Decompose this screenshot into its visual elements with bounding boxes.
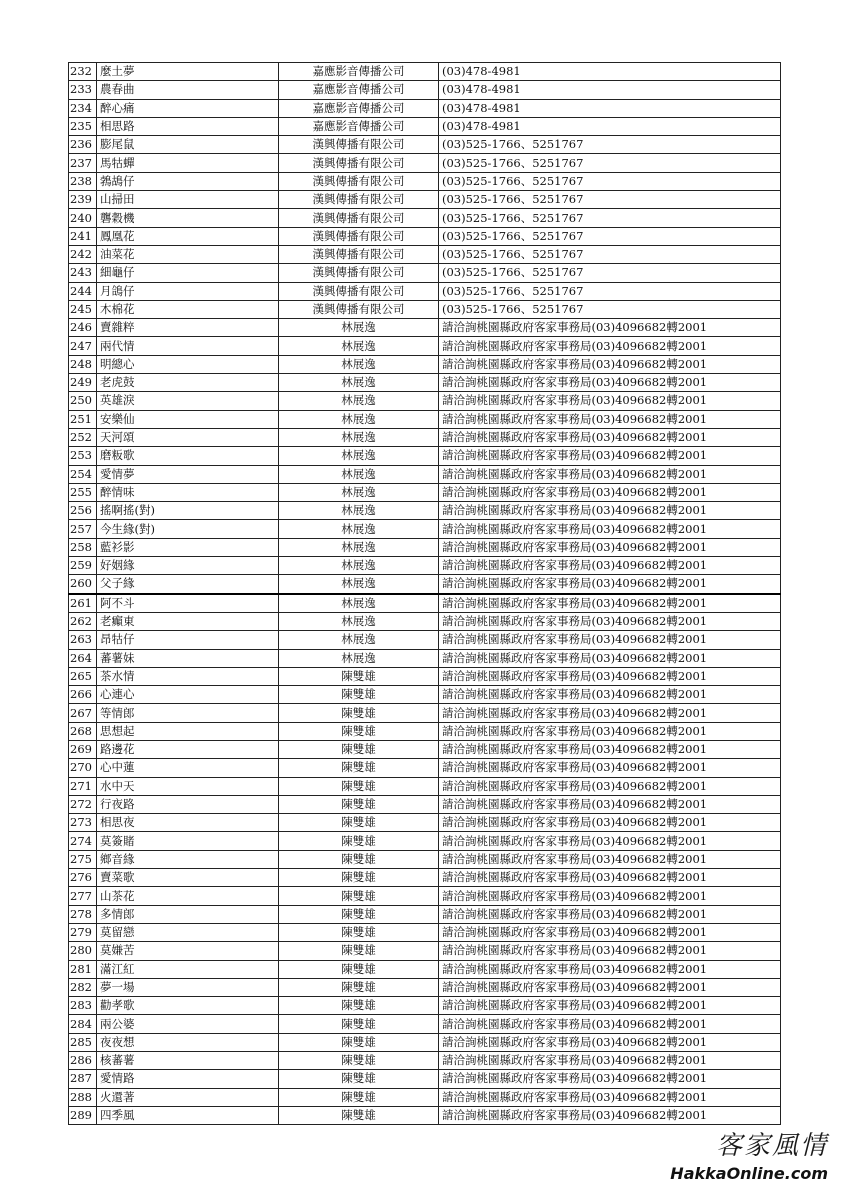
contact-info: 請洽詢桃園縣政府客家事務局(03)4096682轉2001 [439,594,781,613]
row-number: 256 [69,502,97,520]
contact-info: 請洽詢桃園縣政府客家事務局(03)4096682轉2001 [439,960,781,978]
table-row [69,392,781,410]
contact-info: 請洽詢桃園縣政府客家事務局(03)4096682轉2001 [439,1070,781,1088]
contact-info: 請洽詢桃園縣政府客家事務局(03)4096682轉2001 [439,1015,781,1033]
song-rows [69,63,781,1125]
hakka-online-watermark [670,1125,828,1183]
table-row [69,209,781,227]
song-title: 月鴿仔 [97,282,279,300]
song-title: 心連心 [97,686,279,704]
contact-info: 請洽詢桃園縣政府客家事務局(03)4096682轉2001 [439,502,781,520]
row-number: 243 [69,264,97,282]
table-row [69,1070,781,1088]
row-number: 252 [69,428,97,446]
contact-info: (03)525-1766、5251767 [439,172,781,190]
song-title: 膨尾鼠 [97,136,279,154]
song-title: 農春曲 [97,81,279,99]
rights-owner: 陳雙雄 [279,942,439,960]
song-title: 路邊花 [97,740,279,758]
table-row [69,905,781,923]
row-number: 257 [69,520,97,538]
table-row [69,1106,781,1124]
rights-owner: 林展逸 [279,337,439,355]
row-number: 249 [69,374,97,392]
song-title: 木棉花 [97,300,279,318]
contact-info: 請洽詢桃園縣政府客家事務局(03)4096682轉2001 [439,759,781,777]
song-title: 英雄淚 [97,392,279,410]
row-number: 245 [69,300,97,318]
contact-info: (03)478-4981 [439,63,781,81]
rights-owner: 陳雙雄 [279,869,439,887]
row-number: 276 [69,869,97,887]
table-row [69,704,781,722]
song-title: 鄉音緣 [97,850,279,868]
song-title: 滿江紅 [97,960,279,978]
song-registry-table [68,62,781,1125]
row-number: 263 [69,631,97,649]
row-number: 244 [69,282,97,300]
rights-owner: 陳雙雄 [279,740,439,758]
song-title: 鳳凰花 [97,227,279,245]
table-row [69,99,781,117]
watermark-site: HakkaOnline.com [670,1164,828,1183]
rights-owner: 漢興傳播有限公司 [279,154,439,172]
song-title: 今生緣(對) [97,520,279,538]
rights-owner: 陳雙雄 [279,997,439,1015]
table-row [69,649,781,667]
row-number: 282 [69,978,97,996]
table-row [69,594,781,613]
table-row [69,667,781,685]
row-number: 288 [69,1088,97,1106]
rights-owner: 林展逸 [279,410,439,428]
row-number: 261 [69,594,97,613]
contact-info: (03)525-1766、5251767 [439,191,781,209]
row-number: 264 [69,649,97,667]
table-row [69,282,781,300]
rights-owner: 陳雙雄 [279,850,439,868]
table-row [69,997,781,1015]
table-row [69,1052,781,1070]
table-row [69,63,781,81]
rights-owner: 漢興傳播有限公司 [279,209,439,227]
contact-info: 請洽詢桃園縣政府客家事務局(03)4096682轉2001 [439,1052,781,1070]
table-row [69,686,781,704]
contact-info: 請洽詢桃園縣政府客家事務局(03)4096682轉2001 [439,686,781,704]
contact-info: (03)478-4981 [439,117,781,135]
rights-owner: 陳雙雄 [279,722,439,740]
contact-info: (03)525-1766、5251767 [439,154,781,172]
row-number: 260 [69,575,97,594]
row-number: 258 [69,538,97,556]
song-title: 茶水情 [97,667,279,685]
song-title: 細龜仔 [97,264,279,282]
table-row [69,631,781,649]
contact-info: (03)525-1766、5251767 [439,245,781,263]
table-row [69,942,781,960]
table-row [69,428,781,446]
song-title: 核蕃薯 [97,1052,279,1070]
song-title: 愛情路 [97,1070,279,1088]
song-title: 昂牯仔 [97,631,279,649]
row-number: 289 [69,1106,97,1124]
rights-owner: 陳雙雄 [279,1106,439,1124]
song-title: 兩代情 [97,337,279,355]
row-number: 270 [69,759,97,777]
row-number: 286 [69,1052,97,1070]
contact-info: 請洽詢桃園縣政府客家事務局(03)4096682轉2001 [439,777,781,795]
row-number: 268 [69,722,97,740]
table-row [69,795,781,813]
song-title: 麼土夢 [97,63,279,81]
rights-owner: 漢興傳播有限公司 [279,136,439,154]
song-title: 天河頌 [97,428,279,446]
table-row [69,410,781,428]
song-title: 四季風 [97,1106,279,1124]
table-row [69,538,781,556]
table-row [69,374,781,392]
contact-info: (03)525-1766、5251767 [439,136,781,154]
rights-owner: 林展逸 [279,594,439,613]
watermark-calligraphy: 客家風情 [715,1131,828,1161]
row-number: 237 [69,154,97,172]
song-title: 父子緣 [97,575,279,594]
table-row [69,850,781,868]
rights-owner: 嘉應影音傳播公司 [279,99,439,117]
song-title: 馬牯蟬 [97,154,279,172]
song-title: 相思路 [97,117,279,135]
rights-owner: 林展逸 [279,520,439,538]
contact-info: 請洽詢桃園縣政府客家事務局(03)4096682轉2001 [439,1088,781,1106]
contact-info: 請洽詢桃園縣政府客家事務局(03)4096682轉2001 [439,392,781,410]
rights-owner: 陳雙雄 [279,814,439,832]
rights-owner: 陳雙雄 [279,1033,439,1051]
rights-owner: 林展逸 [279,502,439,520]
rights-owner: 漢興傳播有限公司 [279,172,439,190]
row-number: 233 [69,81,97,99]
table-row [69,300,781,318]
contact-info: 請洽詢桃園縣政府客家事務局(03)4096682轉2001 [439,942,781,960]
table-row [69,191,781,209]
row-number: 272 [69,795,97,813]
table-row [69,612,781,630]
row-number: 267 [69,704,97,722]
rights-owner: 林展逸 [279,447,439,465]
rights-owner: 陳雙雄 [279,960,439,978]
contact-info: 請洽詢桃園縣政府客家事務局(03)4096682轉2001 [439,1033,781,1051]
song-title: 礱穀機 [97,209,279,227]
rights-owner: 漢興傳播有限公司 [279,300,439,318]
rights-owner: 陳雙雄 [279,1070,439,1088]
row-number: 235 [69,117,97,135]
rights-owner: 林展逸 [279,374,439,392]
contact-info: (03)478-4981 [439,99,781,117]
table-row [69,557,781,575]
rights-owner: 林展逸 [279,649,439,667]
table-row [69,245,781,263]
rights-owner: 嘉應影音傳播公司 [279,63,439,81]
song-title: 夢一場 [97,978,279,996]
rights-owner: 陳雙雄 [279,1052,439,1070]
song-title: 行夜路 [97,795,279,813]
contact-info: 請洽詢桃園縣政府客家事務局(03)4096682轉2001 [439,374,781,392]
contact-info: 請洽詢桃園縣政府客家事務局(03)4096682轉2001 [439,483,781,501]
contact-info: 請洽詢桃園縣政府客家事務局(03)4096682轉2001 [439,575,781,594]
row-number: 266 [69,686,97,704]
song-title: 鵓鴣仔 [97,172,279,190]
row-number: 271 [69,777,97,795]
contact-info: 請洽詢桃園縣政府客家事務局(03)4096682轉2001 [439,704,781,722]
table-row [69,465,781,483]
table-row [69,814,781,832]
song-title: 藍衫影 [97,538,279,556]
row-number: 251 [69,410,97,428]
song-title: 油菜花 [97,245,279,263]
row-number: 240 [69,209,97,227]
song-title: 夜夜想 [97,1033,279,1051]
rights-owner: 陳雙雄 [279,667,439,685]
row-number: 283 [69,997,97,1015]
rights-owner: 漢興傳播有限公司 [279,282,439,300]
contact-info: 請洽詢桃園縣政府客家事務局(03)4096682轉2001 [439,1106,781,1124]
song-title: 兩公婆 [97,1015,279,1033]
table-row [69,759,781,777]
contact-info: 請洽詢桃園縣政府客家事務局(03)4096682轉2001 [439,447,781,465]
song-title: 山掃田 [97,191,279,209]
table-row [69,869,781,887]
song-title: 勸孝歌 [97,997,279,1015]
row-number: 279 [69,923,97,941]
row-number: 250 [69,392,97,410]
rights-owner: 林展逸 [279,538,439,556]
song-title: 明總心 [97,355,279,373]
row-number: 259 [69,557,97,575]
contact-info: 請洽詢桃園縣政府客家事務局(03)4096682轉2001 [439,355,781,373]
contact-info: 請洽詢桃園縣政府客家事務局(03)4096682轉2001 [439,612,781,630]
rights-owner: 林展逸 [279,428,439,446]
contact-info: 請洽詢桃園縣政府客家事務局(03)4096682轉2001 [439,795,781,813]
row-number: 285 [69,1033,97,1051]
song-title: 老癲東 [97,612,279,630]
row-number: 275 [69,850,97,868]
table-row [69,172,781,190]
table-row [69,575,781,594]
song-title: 莫嫌苦 [97,942,279,960]
contact-info: 請洽詢桃園縣政府客家事務局(03)4096682轉2001 [439,850,781,868]
row-number: 277 [69,887,97,905]
song-title: 搖啊搖(對) [97,502,279,520]
table-row [69,923,781,941]
row-number: 236 [69,136,97,154]
rights-owner: 陳雙雄 [279,777,439,795]
rights-owner: 林展逸 [279,557,439,575]
song-title: 賣雜粹 [97,319,279,337]
rights-owner: 嘉應影音傳播公司 [279,81,439,99]
song-title: 火還著 [97,1088,279,1106]
contact-info: 請洽詢桃園縣政府客家事務局(03)4096682轉2001 [439,428,781,446]
song-title: 阿不斗 [97,594,279,613]
song-title: 心中蓮 [97,759,279,777]
song-title: 山茶花 [97,887,279,905]
table-row [69,1033,781,1051]
contact-info: (03)525-1766、5251767 [439,209,781,227]
contact-info: 請洽詢桃園縣政府客家事務局(03)4096682轉2001 [439,978,781,996]
contact-info: 請洽詢桃園縣政府客家事務局(03)4096682轉2001 [439,923,781,941]
row-number: 287 [69,1070,97,1088]
contact-info: 請洽詢桃園縣政府客家事務局(03)4096682轉2001 [439,667,781,685]
song-title: 磨粄歌 [97,447,279,465]
table-row [69,117,781,135]
song-title: 莫簽賭 [97,832,279,850]
rights-owner: 陳雙雄 [279,1088,439,1106]
row-number: 284 [69,1015,97,1033]
contact-info: (03)525-1766、5251767 [439,300,781,318]
rights-owner: 漢興傳播有限公司 [279,191,439,209]
table-row [69,777,781,795]
song-title: 愛情夢 [97,465,279,483]
table-row [69,447,781,465]
rights-owner: 陳雙雄 [279,759,439,777]
table-row [69,1088,781,1106]
table-row [69,264,781,282]
contact-info: 請洽詢桃園縣政府客家事務局(03)4096682轉2001 [439,997,781,1015]
contact-info: 請洽詢桃園縣政府客家事務局(03)4096682轉2001 [439,869,781,887]
rights-owner: 陳雙雄 [279,1015,439,1033]
row-number: 273 [69,814,97,832]
contact-info: 請洽詢桃園縣政府客家事務局(03)4096682轉2001 [439,722,781,740]
song-title: 水中天 [97,777,279,795]
table-row [69,740,781,758]
row-number: 242 [69,245,97,263]
table-row [69,832,781,850]
row-number: 232 [69,63,97,81]
contact-info: 請洽詢桃園縣政府客家事務局(03)4096682轉2001 [439,649,781,667]
row-number: 239 [69,191,97,209]
rights-owner: 陳雙雄 [279,923,439,941]
row-number: 247 [69,337,97,355]
table-row [69,483,781,501]
contact-info: 請洽詢桃園縣政府客家事務局(03)4096682轉2001 [439,814,781,832]
rights-owner: 陳雙雄 [279,905,439,923]
rights-owner: 陳雙雄 [279,795,439,813]
song-title: 莫留戀 [97,923,279,941]
song-title: 安樂仙 [97,410,279,428]
contact-info: 請洽詢桃園縣政府客家事務局(03)4096682轉2001 [439,520,781,538]
rights-owner: 漢興傳播有限公司 [279,245,439,263]
table-row [69,227,781,245]
contact-info: 請洽詢桃園縣政府客家事務局(03)4096682轉2001 [439,887,781,905]
rights-owner: 林展逸 [279,465,439,483]
contact-info: 請洽詢桃園縣政府客家事務局(03)4096682轉2001 [439,319,781,337]
contact-info: (03)525-1766、5251767 [439,264,781,282]
song-title: 賣菜歌 [97,869,279,887]
table-row [69,722,781,740]
contact-info: 請洽詢桃園縣政府客家事務局(03)4096682轉2001 [439,337,781,355]
rights-owner: 陳雙雄 [279,978,439,996]
rights-owner: 林展逸 [279,319,439,337]
row-number: 274 [69,832,97,850]
rights-owner: 陳雙雄 [279,832,439,850]
rights-owner: 陳雙雄 [279,704,439,722]
table-row [69,887,781,905]
song-title: 多情郎 [97,905,279,923]
table-row [69,81,781,99]
table-row [69,154,781,172]
contact-info: 請洽詢桃園縣政府客家事務局(03)4096682轉2001 [439,832,781,850]
contact-info: (03)525-1766、5251767 [439,282,781,300]
table-row [69,520,781,538]
table-row [69,337,781,355]
contact-info: (03)478-4981 [439,81,781,99]
table-row [69,136,781,154]
song-title: 相思夜 [97,814,279,832]
row-number: 241 [69,227,97,245]
contact-info: 請洽詢桃園縣政府客家事務局(03)4096682轉2001 [439,538,781,556]
song-title: 醉心痛 [97,99,279,117]
row-number: 281 [69,960,97,978]
contact-info: 請洽詢桃園縣政府客家事務局(03)4096682轉2001 [439,905,781,923]
rights-owner: 陳雙雄 [279,686,439,704]
row-number: 238 [69,172,97,190]
song-title: 醉情味 [97,483,279,501]
row-number: 262 [69,612,97,630]
song-title: 蕃薯妹 [97,649,279,667]
song-title: 老虎鼓 [97,374,279,392]
contact-info: (03)525-1766、5251767 [439,227,781,245]
row-number: 246 [69,319,97,337]
rights-owner: 林展逸 [279,575,439,594]
contact-info: 請洽詢桃園縣政府客家事務局(03)4096682轉2001 [439,557,781,575]
row-number: 269 [69,740,97,758]
contact-info: 請洽詢桃園縣政府客家事務局(03)4096682轉2001 [439,740,781,758]
table-row [69,960,781,978]
song-title: 等情郎 [97,704,279,722]
table-row [69,502,781,520]
table-row [69,978,781,996]
rights-owner: 漢興傳播有限公司 [279,227,439,245]
song-title: 好姻緣 [97,557,279,575]
row-number: 254 [69,465,97,483]
row-number: 234 [69,99,97,117]
table-row [69,319,781,337]
table-row [69,1015,781,1033]
rights-owner: 漢興傳播有限公司 [279,264,439,282]
song-title: 思想起 [97,722,279,740]
rights-owner: 林展逸 [279,631,439,649]
rights-owner: 林展逸 [279,392,439,410]
row-number: 248 [69,355,97,373]
table-row [69,355,781,373]
rights-owner: 陳雙雄 [279,887,439,905]
row-number: 255 [69,483,97,501]
contact-info: 請洽詢桃園縣政府客家事務局(03)4096682轉2001 [439,410,781,428]
contact-info: 請洽詢桃園縣政府客家事務局(03)4096682轉2001 [439,465,781,483]
row-number: 253 [69,447,97,465]
rights-owner: 林展逸 [279,612,439,630]
row-number: 265 [69,667,97,685]
contact-info: 請洽詢桃園縣政府客家事務局(03)4096682轉2001 [439,631,781,649]
row-number: 280 [69,942,97,960]
rights-owner: 嘉應影音傳播公司 [279,117,439,135]
rights-owner: 林展逸 [279,355,439,373]
rights-owner: 林展逸 [279,483,439,501]
row-number: 278 [69,905,97,923]
